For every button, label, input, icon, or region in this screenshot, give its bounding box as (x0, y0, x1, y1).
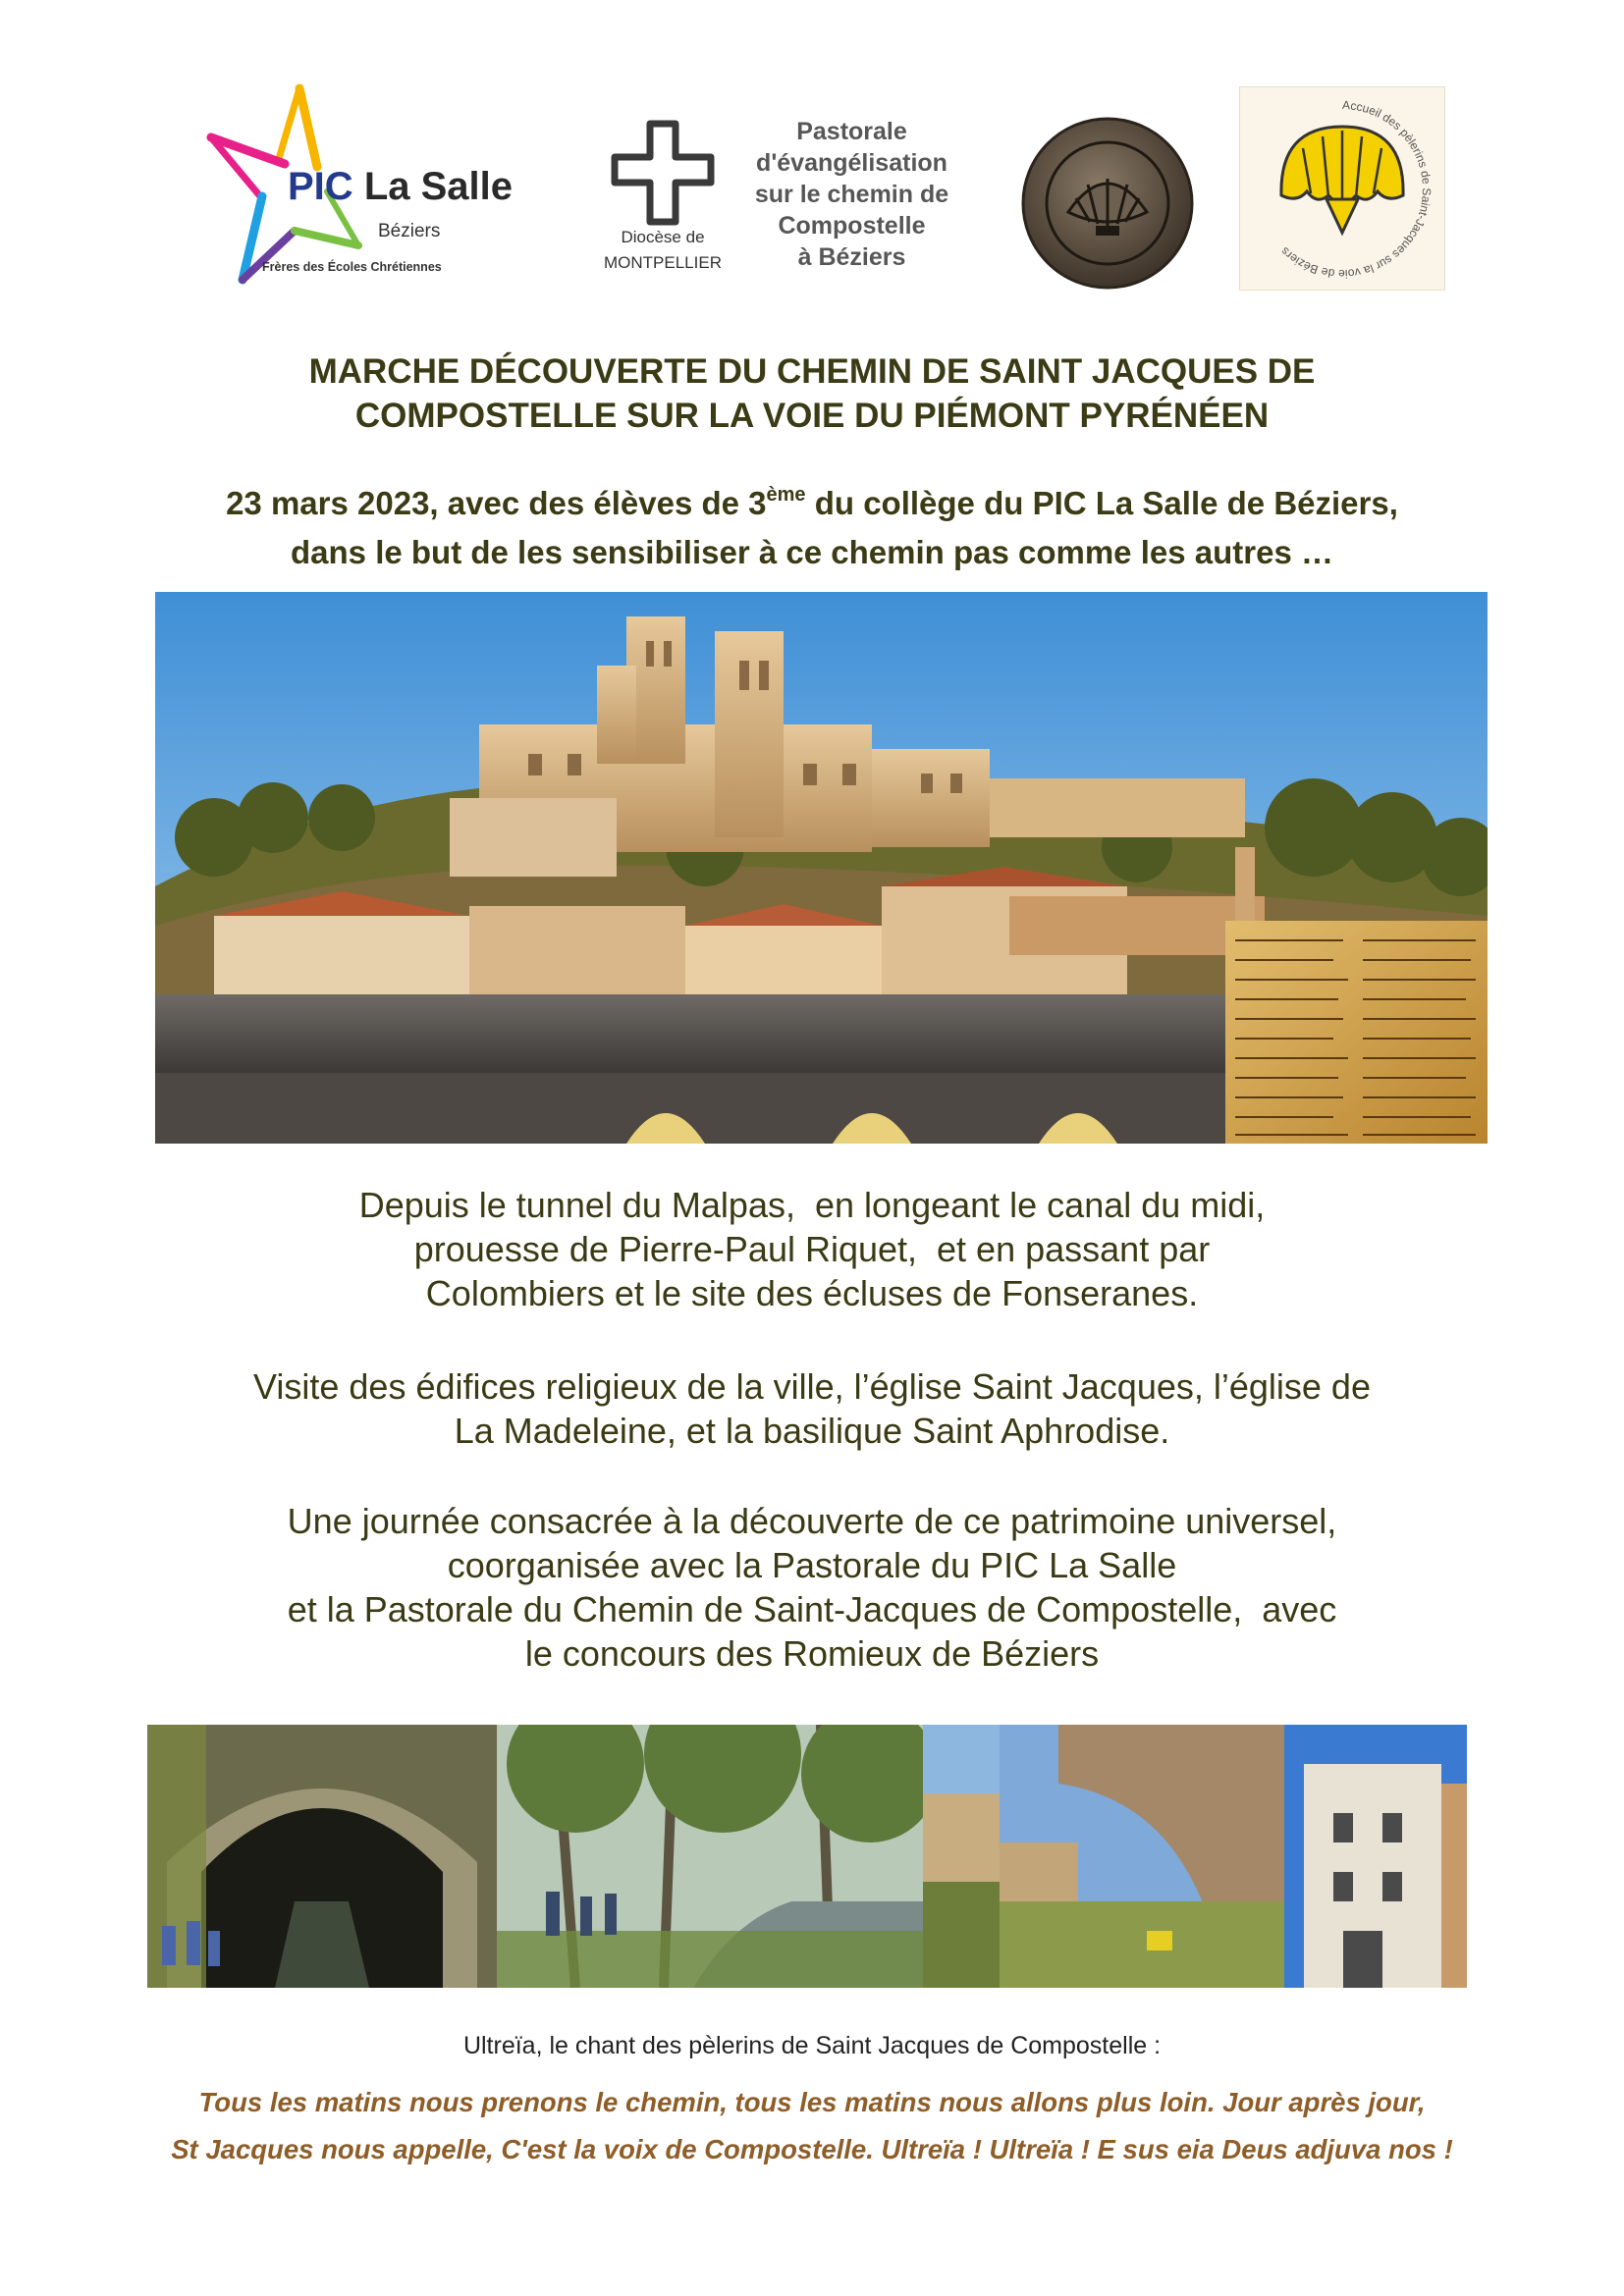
ultreia-song-lyrics (118, 2079, 1506, 2173)
scallop-shell-seal-icon (1019, 116, 1196, 291)
pic-logo-la-salle: La Salle (363, 165, 514, 208)
subtitle-line-1 (118, 479, 1506, 528)
diocese-line-1: Diocèse de (621, 228, 705, 246)
pastorale-line: à Béziers (797, 243, 906, 271)
cross-icon (609, 118, 717, 226)
subtitle-date-part: 23 mars 2023, avec des élèves de 3 (226, 485, 767, 521)
title-line-1: MARCHE DÉCOUVERTE DU CHEMIN DE SAINT JACQUES DE (308, 352, 1316, 391)
canal-view-photo (923, 1725, 1000, 1988)
subtitle-line-2: dans le but de les sensibiliser à ce chemin pas comme les autres … (291, 534, 1333, 570)
paragraph-line: La Madeleine, et la basilique Saint Aphrodise. (454, 1411, 1170, 1451)
title-line-2: COMPOSTELLE SUR LA VOIE DU PIÉMONT PYRÉNÉEN (354, 397, 1270, 435)
paragraph-line: coorganisée avec la Pastorale du PIC La Salle (447, 1545, 1177, 1585)
pastorale-line: d'évangélisation (756, 149, 947, 177)
diocese-line-2: MONTPELLIER (604, 253, 722, 272)
paragraph-line: Une journée consacrée à la découverte de ce patrimoine universel, (287, 1501, 1337, 1541)
pic-logo-subtitle: Frères des Écoles Chrétiennes (262, 260, 442, 274)
canal-trees-photo (497, 1725, 923, 1988)
song-introduction: Ultreïa, le chant des pèlerins de Saint Jacques de Compostelle : (462, 2032, 1162, 2059)
paragraph-line: Depuis le tunnel du Malpas, en longeant le canal du midi, (358, 1185, 1266, 1225)
paragraph-route (118, 1183, 1506, 1315)
photo-strip (147, 1725, 1467, 1988)
yellow-scallop-shell-icon (1239, 86, 1445, 291)
pastorale-line: Compostelle (778, 212, 926, 240)
page-title (118, 349, 1506, 438)
page-subtitle (118, 479, 1506, 577)
town-house-photo (1284, 1725, 1467, 1988)
old-bridge-arch-photo (1000, 1725, 1284, 1988)
pastorale-line: Pastorale (796, 118, 907, 145)
diocese-montpellier-logo (589, 118, 736, 285)
song-line-2: St Jacques nous appelle, C'est la voix de Compostelle. Ultreïa ! Ultreïa ! E sus eia Deus adjuva nos ! (171, 2134, 1453, 2164)
shell-ring-text: Accueil des pèlerins de Saint-Jacques sur la voie de Béziers (1277, 97, 1435, 282)
pic-la-salle-logo (201, 83, 545, 290)
paragraph-visits (118, 1364, 1506, 1453)
tunnel-photo (147, 1725, 497, 1988)
subtitle-superscript: ème (766, 484, 806, 506)
paragraph-line: Visite des édifices religieux de la ville, l’église Saint Jacques, l’église de (253, 1366, 1371, 1407)
pic-logo-pic: PIC (288, 165, 353, 208)
paragraph-line: et la Pastorale du Chemin de Saint-Jacques de Compostelle, avec (287, 1589, 1337, 1629)
paragraph-line: prouesse de Pierre-Paul Riquet, et en passant par (413, 1229, 1211, 1269)
paragraph-line: Colombiers et le site des écluses de Fonseranes. (425, 1273, 1199, 1313)
pic-logo-city: Béziers (378, 221, 441, 241)
beziers-cathedral-photo (155, 592, 1488, 1144)
subtitle-school-part: du collège du PIC La Salle de Béziers, (805, 485, 1398, 521)
paragraph-line: le concours des Romieux de Béziers (524, 1633, 1100, 1674)
paragraph-organisation (118, 1499, 1506, 1676)
song-line-1: Tous les matins nous prenons le chemin, tous les matins nous allons plus loin. Jour après jour, (198, 2087, 1426, 2117)
pastorale-line: sur le chemin de (754, 181, 949, 208)
pastorale-logo-text (722, 116, 982, 283)
pic-logo-title (288, 165, 513, 209)
